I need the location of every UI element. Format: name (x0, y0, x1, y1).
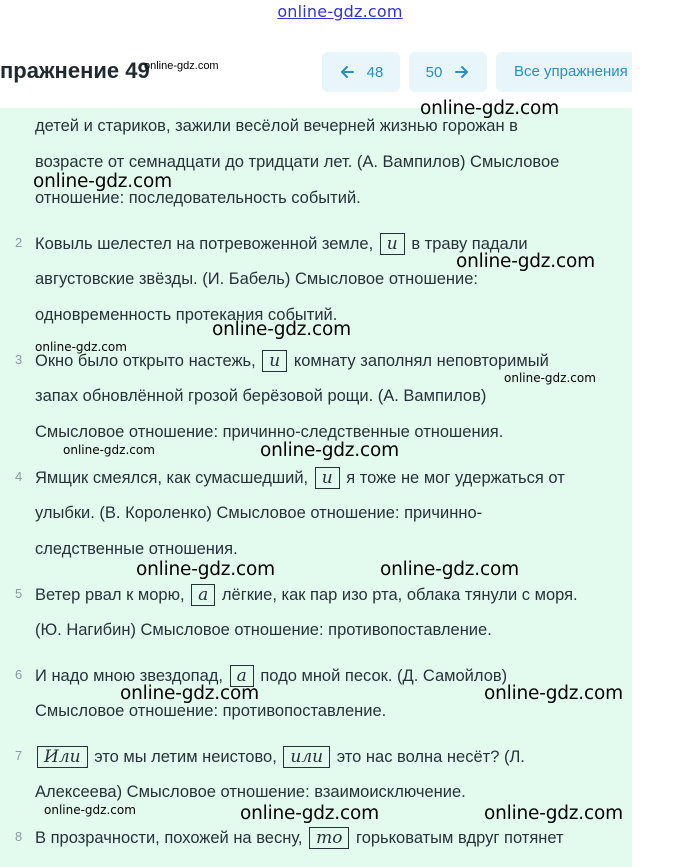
item-number: 3 (15, 352, 23, 367)
next-exercise-button[interactable] (409, 52, 487, 92)
text-line: августовские звёзды. (И. Бабель) Смысловое отношение: (35, 270, 478, 288)
next-exercise-label: 50 (425, 63, 443, 81)
watermark: online-gdz.com (504, 371, 596, 385)
conjunction-box: или (283, 746, 330, 768)
text-line: В прозрачности, похожей на весну, то горьковатым вдруг потянет (35, 828, 564, 848)
conjunction-box: Или (37, 746, 88, 768)
text-line: Смысловое отношение: причинно-следственные отношения. (35, 423, 504, 441)
watermark: online-gdz.com (260, 440, 399, 461)
watermark: online-gdz.com (136, 559, 275, 580)
item-number: 6 (15, 667, 23, 682)
text-line: возрасте от семнадцати до тридцати лет. (А. Вампилов) Смысловое (35, 153, 560, 171)
conjunction-box: то (309, 827, 349, 849)
item-number: 4 (15, 469, 23, 484)
watermark: online-gdz.com (240, 803, 379, 824)
text-line: Ямщик смеялся, как сумасшедший, и я тоже не мог удержаться от (35, 468, 565, 488)
prev-exercise-label: 48 (366, 63, 384, 81)
conjunction-box: и (262, 350, 287, 372)
text-line: одновременность протекания событий. (35, 306, 338, 324)
answer-panel (0, 108, 632, 867)
text-line: (Ю. Нагибин) Смысловое отношение: противопоставление. (35, 621, 492, 639)
text-line: следственные отношения. (35, 540, 238, 558)
item-number: 5 (15, 586, 23, 601)
text-line: Ковыль шелестел на потревоженной земле, и в траву падали (35, 234, 528, 254)
text-line: Смысловое отношение: противопоставление. (35, 702, 387, 720)
arrow-right-icon (454, 64, 470, 80)
all-exercises-button[interactable]: Все упражнения (496, 52, 632, 92)
watermark: online-gdz.com (484, 803, 623, 824)
conjunction-box: а (191, 584, 215, 606)
conjunction-box: и (315, 467, 340, 489)
watermark: online-gdz.com (212, 319, 351, 340)
text-line: И надо мною звездопад, а подо мной песок. (Д. Самойлов) (35, 666, 508, 686)
watermark: online-gdz.com (63, 443, 155, 457)
watermark: online-gdz.com (33, 171, 172, 192)
item-number: 7 (15, 748, 23, 763)
title-watermark: online-gdz.com (144, 60, 219, 72)
watermark: online-gdz.com (120, 683, 259, 704)
text-line: Алексеева) Смысловое отношение: взаимоисключение. (35, 783, 466, 801)
arrow-left-icon (339, 64, 355, 80)
watermark: online-gdz.com (44, 803, 136, 817)
text-line: детей и стариков, зажили весёлой вечерней жизнью горожан в (35, 117, 518, 135)
prev-exercise-button[interactable] (322, 52, 400, 92)
text-line: Окно было открыто настежь, и комнату заполнял неповторимый (35, 351, 549, 371)
watermark: online-gdz.com (420, 98, 559, 119)
text-line: Ветер рвал к морю, а лёгкие, как пар изо рта, облака тянули с моря. (35, 585, 578, 605)
item-number: 8 (15, 829, 23, 844)
text-line: отношение: последовательность событий. (35, 189, 361, 207)
conjunction-box: и (380, 233, 405, 255)
watermark: online-gdz.com (456, 251, 595, 272)
watermark: online-gdz.com (35, 340, 127, 354)
text-line: запах обновлённой грозой берёзовой рощи. (А. Вампилов) (35, 387, 487, 405)
page-title: пражнение 49 (0, 58, 150, 83)
conjunction-box: а (230, 665, 254, 687)
watermark: online-gdz.com (484, 683, 623, 704)
site-watermark-top[interactable]: online-gdz.com (277, 2, 403, 21)
item-number: 2 (15, 235, 23, 250)
watermark: online-gdz.com (380, 559, 519, 580)
text-line: улыбки. (В. Короленко) Смысловое отношение: причинно- (35, 504, 483, 522)
text-line: Или это мы летим неистово, или это нас волна несёт? (Л. (35, 746, 525, 768)
